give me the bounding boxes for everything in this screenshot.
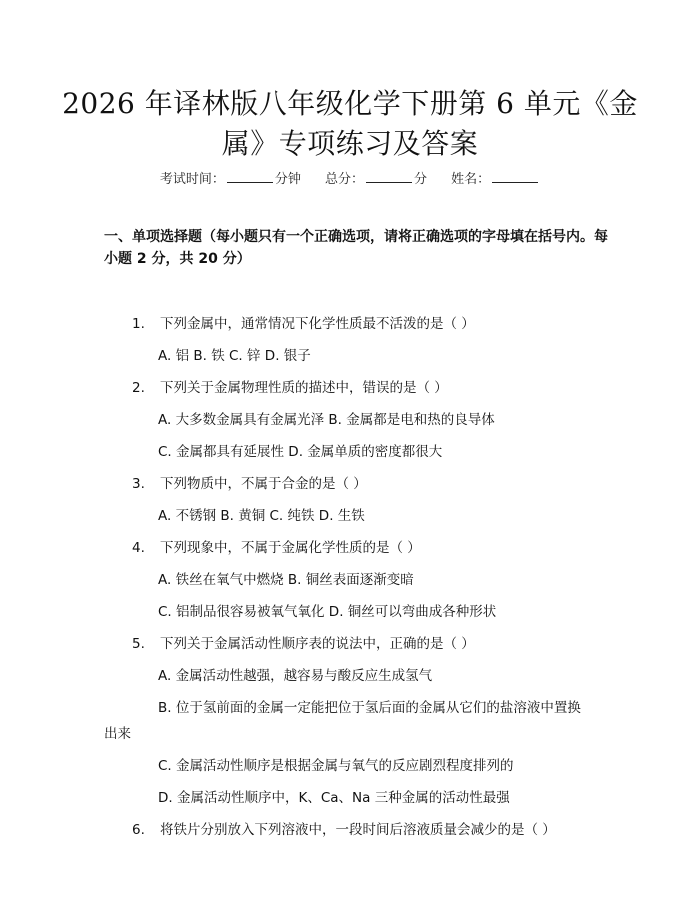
exam-time-label: 考试时间： — [159, 172, 225, 187]
question-text: 将铁片分别放入下列溶液中，一段时间后溶液质量会减少的是（ ） — [160, 822, 556, 838]
title-line-2: 属》专项练习及答案 — [221, 127, 479, 160]
total-score-unit: 分 — [414, 172, 428, 187]
question-text: 下列关于金属物理性质的描述中，错误的是（ ） — [160, 380, 448, 396]
question-text: 下列物质中，不属于合金的是（ ） — [160, 476, 367, 492]
question-number: 4. — [132, 540, 145, 556]
question-3-options: A. 不锈钢 B. 黄铜 C. 纯铁 D. 生铁 — [158, 508, 365, 524]
question-4-options-row-1: A. 铁丝在氧气中燃烧 B. 铜丝表面逐渐变暗 — [158, 572, 414, 588]
student-name-label: 姓名： — [451, 172, 491, 187]
question-text: 下列金属中，通常情况下化学性质最不活泼的是（ ） — [160, 316, 475, 332]
question-1 — [132, 312, 475, 332]
question-2-options-row-1: A. 大多数金属具有金属光泽 B. 金属都是电和热的良导体 — [158, 412, 495, 428]
total-score-label: 总分： — [324, 172, 364, 187]
question-number: 5. — [132, 636, 145, 652]
question-6 — [132, 818, 556, 838]
question-text: 下列关于金属活动性顺序表的说法中，正确的是（ ） — [160, 636, 475, 652]
question-4 — [132, 536, 421, 556]
question-5-option-b: B. 位于氢前面的金属一定能把位于氢后面的金属从它们的盐溶液中置换 — [158, 700, 581, 716]
question-number: 2. — [132, 380, 145, 396]
question-5-option-c: C. 金属活动性顺序是根据金属与氧气的反应剧烈程度排列的 — [158, 758, 514, 774]
student-name-blank — [492, 170, 538, 183]
exam-time-unit: 分钟 — [274, 172, 301, 187]
question-5-option-a: A. 金属活动性越强，越容易与酸反应生成氢气 — [158, 668, 433, 684]
question-2 — [132, 376, 448, 396]
question-1-options: A. 铝 B. 铁 C. 锌 D. 银子 — [158, 348, 311, 364]
question-number: 3. — [132, 476, 145, 492]
question-3 — [132, 472, 367, 492]
question-2-options-row-2: C. 金属都具有延展性 D. 金属单质的密度都很大 — [158, 444, 443, 460]
section-heading: 一、单项选择题（每小题只有一个正确选项，请将正确选项的字母填在括号内。每小题 2 分，共 20 分） — [104, 229, 608, 267]
question-number: 6. — [132, 822, 145, 838]
question-4-options-row-2: C. 铝制品很容易被氧气氧化 D. 铜丝可以弯曲成各种形状 — [158, 604, 497, 620]
question-5 — [132, 632, 475, 652]
student-name-field — [451, 168, 540, 187]
exam-meta — [0, 168, 700, 187]
question-number: 1. — [132, 316, 145, 332]
question-text: 下列现象中，不属于金属化学性质的是（ ） — [160, 540, 421, 556]
question-5-option-d: D. 金属活动性顺序中，K、Ca、Na 三种金属的活动性最强 — [158, 790, 510, 806]
total-score-blank — [366, 170, 412, 183]
exam-time-blank — [227, 170, 273, 183]
exam-time-field — [160, 168, 301, 187]
total-score-field — [325, 168, 427, 187]
question-5-option-b-continued: 出来 — [104, 726, 131, 742]
title-line-1: 2026 年译林版八年级化学下册第 6 单元《金 — [62, 87, 638, 120]
document-title — [60, 84, 640, 164]
